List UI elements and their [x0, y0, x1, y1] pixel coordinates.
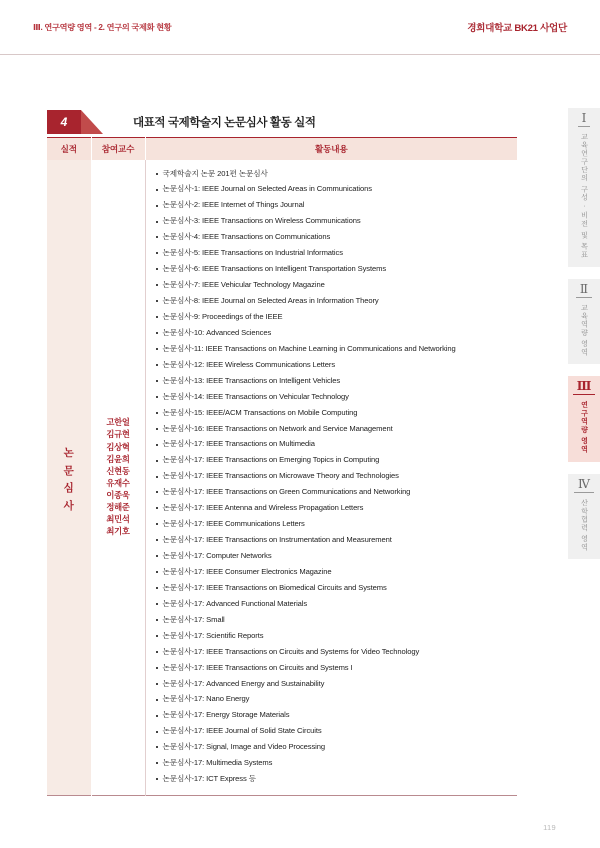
- professor-name: 김규현: [106, 429, 130, 440]
- list-item: 논문심사-17: Nano Energy: [156, 695, 512, 703]
- list-item: 논문심사-10: Advanced Sciences: [156, 329, 512, 337]
- list-item: 논문심사-17: IEEE Communications Letters: [156, 520, 512, 528]
- table-body: [47, 160, 517, 796]
- professor-name: 최기호: [106, 526, 130, 537]
- list-item: 논문심사-12: IEEE Wireless Communications Letters: [156, 361, 512, 369]
- list-item: 논문심사-17: Computer Networks: [156, 552, 512, 560]
- table-header-row: [47, 138, 517, 160]
- section-badge-tail-shape: [81, 110, 103, 134]
- professor-name: 최민석: [106, 514, 130, 525]
- list-item: 논문심사-17: Advanced Energy and Sustainability: [156, 680, 512, 688]
- page-header: [0, 0, 600, 55]
- list-item: 논문심사-17: IEEE Journal of Solid State Circuits: [156, 727, 512, 735]
- professor-name: 정해준: [106, 502, 130, 513]
- cell-result: [47, 160, 91, 796]
- chapter-label: 교육연구단의 구성 · 비전 및 목표: [580, 133, 588, 259]
- list-item: 논문심사-17: IEEE Transactions on Circuits and Systems for Video Technology: [156, 648, 512, 656]
- list-item: 논문심사-17: IEEE Transactions on Biomedical Circuits and Systems: [156, 584, 512, 592]
- list-item: 논문심사-17: IEEE Transactions on Green Communications and Networking: [156, 488, 512, 496]
- chapter-numeral: Ⅱ: [576, 283, 592, 298]
- column-header-activity: 활동내용: [145, 138, 517, 160]
- professor-name: 이종욱: [106, 489, 130, 500]
- result-char: 사: [63, 499, 74, 512]
- list-item: 논문심사-5: IEEE Transactions on Industrial Informatics: [156, 249, 512, 257]
- list-item: 논문심사-17: IEEE Antenna and Wireless Propagation Letters: [156, 504, 512, 512]
- professor-name: 유재수: [106, 477, 130, 488]
- list-item: 논문심사-3: IEEE Transactions on Wireless Communications: [156, 217, 512, 225]
- table-header: [47, 138, 517, 160]
- list-item: 논문심사-13: IEEE Transactions on Intelligent Vehicles: [156, 377, 512, 385]
- list-item: 논문심사-17: IEEE Transactions on Multimedia: [156, 440, 512, 448]
- result-char: 심: [63, 482, 74, 495]
- professor-name: 고한얼: [106, 417, 130, 428]
- peer-review-table-wrapper: [47, 137, 517, 796]
- result-vertical-label: [64, 448, 74, 511]
- section-title: 대표적 국제학술지 논문심사 활동 실적: [133, 117, 316, 129]
- list-item: 논문심사-17: IEEE Consumer Electronics Magazine: [156, 568, 512, 576]
- section-heading: [47, 110, 517, 134]
- cell-activity: [145, 160, 517, 796]
- list-item: 논문심사-17: IEEE Transactions on Instrumentation and Measurement: [156, 536, 512, 544]
- list-item: 논문심사-16: IEEE Transactions on Network and Service Management: [156, 425, 512, 433]
- sidebar-item-chapter-2[interactable]: [568, 279, 600, 364]
- list-item: 논문심사-17: IEEE Transactions on Microwave Theory and Technologies: [156, 472, 512, 480]
- cell-professors: [91, 160, 145, 796]
- peer-review-table: [47, 137, 517, 796]
- chapter-label: 산학협력 영역: [580, 498, 588, 551]
- result-char: 문: [63, 464, 74, 477]
- list-item: 논문심사-4: IEEE Transactions on Communications: [156, 233, 512, 241]
- page-number: 119: [543, 823, 556, 832]
- list-item: 논문심사-17: IEEE Transactions on Emerging Topics in Computing: [156, 456, 512, 464]
- list-item: 논문심사-6: IEEE Transactions on Intelligent Transportation Systems: [156, 265, 512, 273]
- professor-name: 신현동: [106, 465, 130, 476]
- chapter-label: 연구역량 영역: [580, 401, 588, 454]
- list-item: 논문심사-17: Signal, Image and Video Processing: [156, 743, 512, 751]
- result-char: 논: [63, 447, 74, 460]
- chapter-numeral: Ⅲ: [573, 380, 596, 395]
- list-item: 논문심사-15: IEEE/ACM Transactions on Mobile Computing: [156, 409, 512, 417]
- list-item: 논문심사-8: IEEE Journal on Selected Areas in Information Theory: [156, 297, 512, 305]
- list-item: 논문심사-14: IEEE Transactions on Vehicular Technology: [156, 393, 512, 401]
- sidebar-item-chapter-4[interactable]: [568, 474, 600, 559]
- list-item: 논문심사-17: Advanced Functional Materials: [156, 600, 512, 608]
- column-header-professors: 참여교수: [91, 138, 145, 160]
- list-item: 논문심사-17: Small: [156, 616, 512, 624]
- side-index-tabs: [568, 108, 600, 571]
- chapter-numeral: Ⅳ: [574, 478, 594, 493]
- list-item: 논문심사-9: Proceedings of the IEEE: [156, 313, 512, 321]
- list-item: 논문심사-2: IEEE Internet of Things Journal: [156, 201, 512, 209]
- list-item: 논문심사-17: ICT Express 등: [156, 775, 512, 783]
- list-item: 논문심사-17: Energy Storage Materials: [156, 711, 512, 719]
- header-institution-title: 경희대학교 BK21 사업단: [467, 23, 567, 34]
- professor-name: 김상혁: [106, 441, 130, 452]
- section-number-badge: 4: [47, 110, 81, 134]
- sidebar-item-chapter-3[interactable]: [568, 376, 600, 461]
- chapter-label: 교육역량 영역: [580, 303, 588, 357]
- sidebar-item-chapter-1[interactable]: [568, 108, 600, 267]
- column-header-result: 실적: [47, 138, 91, 160]
- list-item: 논문심사-17: IEEE Transactions on Circuits and Systems I: [156, 664, 512, 672]
- table-row: [47, 160, 517, 796]
- activity-list: [156, 170, 512, 783]
- chapter-numeral: Ⅰ: [578, 112, 591, 127]
- list-item: 논문심사-1: IEEE Journal on Selected Areas in Communications: [156, 185, 512, 193]
- list-item: 논문심사-17: Multimedia Systems: [156, 759, 512, 767]
- professor-name-list: [92, 417, 145, 537]
- list-item: 논문심사-7: IEEE Vehicular Technology Magazine: [156, 281, 512, 289]
- list-item: 국제학술지 논문 201편 논문심사: [156, 170, 512, 178]
- header-section-breadcrumb: Ⅲ. 연구역량 영역 - 2. 연구의 국제화 현황: [33, 22, 172, 32]
- list-item: 논문심사-11: IEEE Transactions on Machine Learning in Communications and Networking: [156, 345, 512, 353]
- professor-name: 김윤희: [106, 453, 130, 464]
- list-item: 논문심사-17: Scientific Reports: [156, 632, 512, 640]
